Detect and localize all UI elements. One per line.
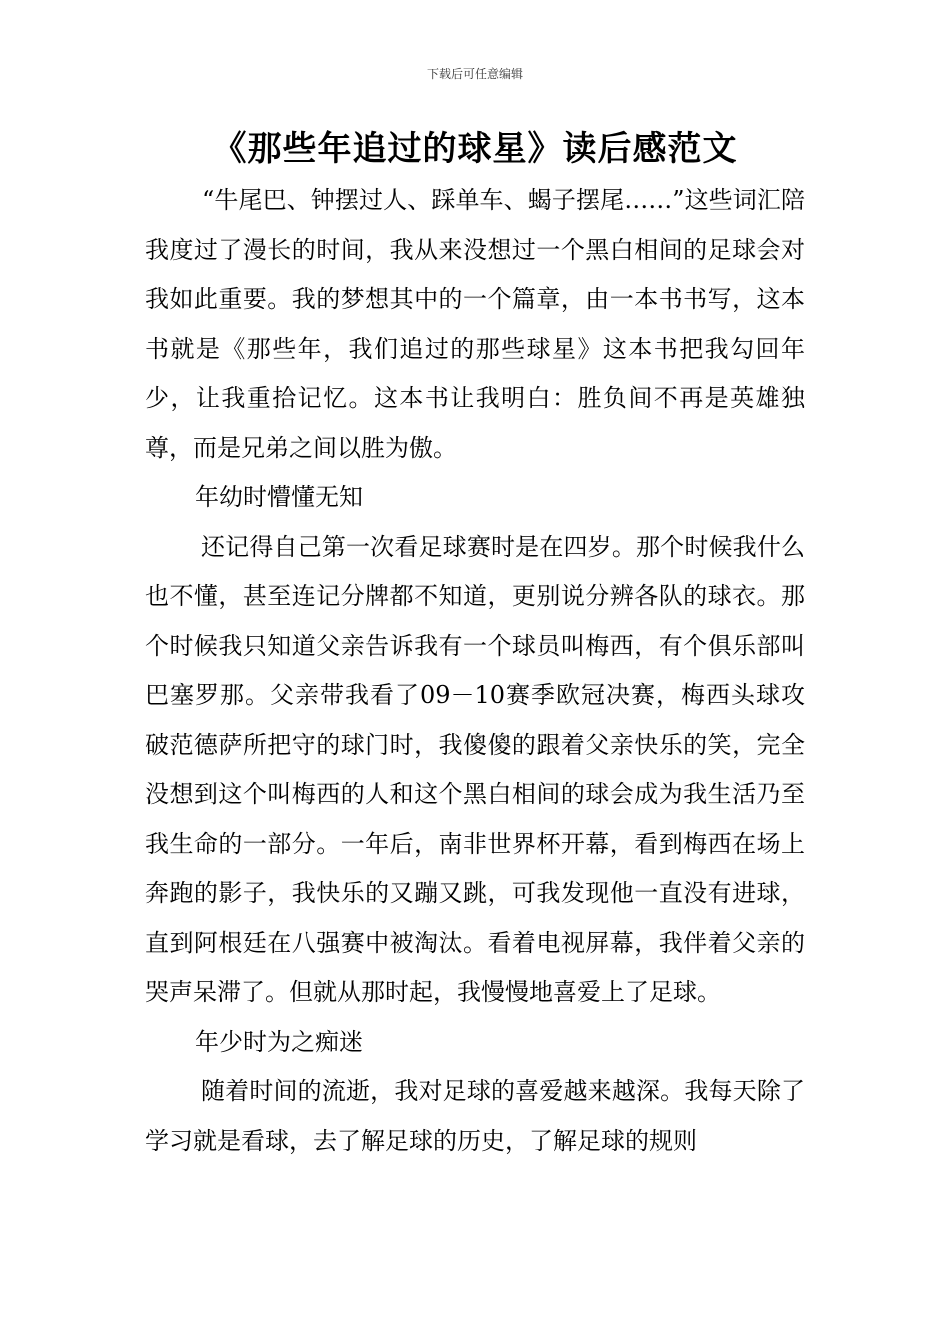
document-title: 《那些年追过的球星》读后感范文 xyxy=(212,129,738,169)
section-heading-youth: 年少时为之痴迷 xyxy=(195,1027,363,1056)
page-header-note: 下载后可任意编辑 xyxy=(426,67,523,81)
document-body xyxy=(145,176,805,1166)
paragraph-youth: 随着时间的流逝，我对足球的喜爱越来越深。我每天除了学习就是看球，去了解足球的历史，了解足球的规则 xyxy=(145,1077,805,1155)
paragraph-intro: “牛尾巴、钟摆过人、踩单车、蝎子摆尾……”这些词汇陪我度过了漫长的时间，我从来没想过一个黑白相间的足球会对我如此重要。我的梦想其中的一个篇章，由一本书书写，这本书就是《那些年，我们追过的那些球星》这本书把我勾回年少，让我重拾记忆。这本书让我明白：胜负间不再是英雄独尊，而是兄弟之间以胜为傲。 xyxy=(145,186,805,462)
paragraph-childhood: 还记得自己第一次看足球赛时是在四岁。那个时候我什么也不懂，甚至连记分牌都不知道，更别说分辨各队的球衣。那个时候我只知道父亲告诉我有一个球员叫梅西，有个俱乐部叫巴塞罗那。父亲带我看了09－10赛季欧冠决赛，梅西头球攻破范德萨所把守的球门时，我傻傻的跟着父亲快乐的笑，完全没想到这个叫梅西的人和这个黑白相间的球会成为我生活乃至我生命的一部分。一年后，南非世界杯开幕，看到梅西在场上奔跑的影子，我快乐的又蹦又跳，可我发现他一直没有进球，直到阿根廷在八强赛中被淘汰。看着电视屏幕，我伴着父亲的哭声呆滞了。但就从那时起，我慢慢地喜爱上了足球。 xyxy=(145,532,805,1006)
section-heading-childhood: 年幼时懵懂无知 xyxy=(195,483,363,511)
